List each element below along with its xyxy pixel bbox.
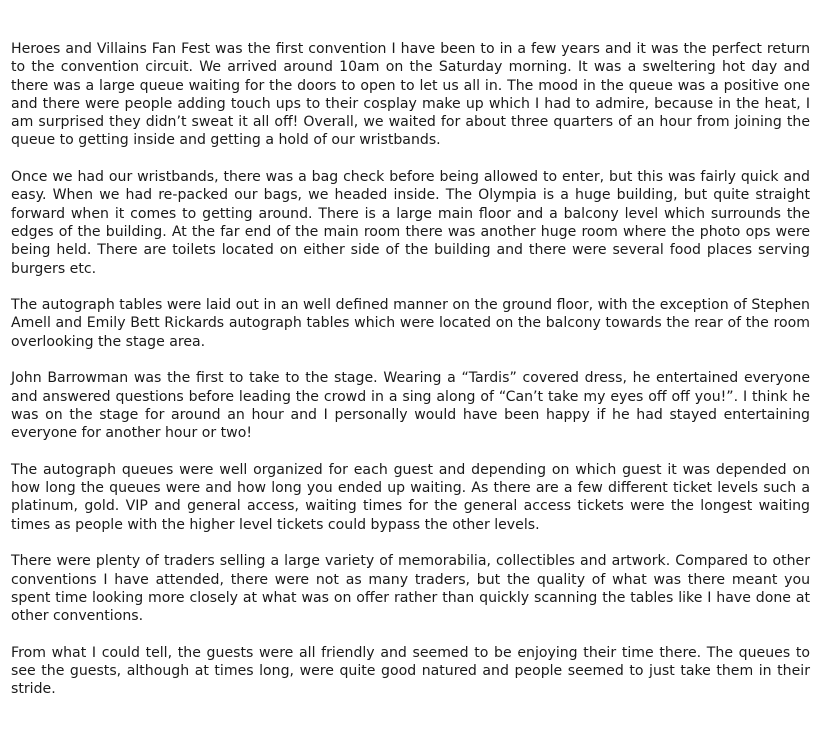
paragraph-venue: Once we had our wristbands, there was a bag check before being allowed to enter, but this was fairly quick and easy. When we had re-packed our bags, we headed inside. The Olympia is a huge building, but quite straight forward when it comes to getting around. There is a large main floor and a balcony level which surrounds the edges of the building. At the far end of the main room there was another huge room where the photo ops were being held. There are toilets located on either side of the building and there were several food places serving burgers etc.: [11, 169, 810, 277]
paragraph-arrival: Heroes and Villains Fan Fest was the first convention I have been to in a few years and it was the perfect return to the convention circuit. We arrived around 10am on the Saturday morning. It was a sweltering hot day and there was a large queue waiting for the doors to open to let us all in. The mood in the queue was a positive one and there were people adding touch ups to their cosplay make up which I had to admire, because in the heat, I am surprised they didn’t sweat it all off! Overall, we waited for about three quarters of an hour from joining the queue to getting inside and getting a hold of our wristbands.: [11, 41, 810, 149]
paragraph-john-barrowman: John Barrowman was the first to take to the stage. Wearing a “Tardis” covered dress, he entertained everyone and answered questions before leading the crowd in a sing along of “Can’t take my eyes off off you!”. I think he was on the stage for around an hour and I personally would have been happy if he had stayed entertaining everyone for another hour or two!: [11, 370, 810, 442]
paragraph-autograph-tables: The autograph tables were laid out in an well defined manner on the ground floor, with the exception of Stephen Amell and Emily Bett Rickards autograph tables which were located on the balcony towards the rear of the room overlooking the stage area.: [11, 297, 810, 350]
paragraph-traders: There were plenty of traders selling a large variety of memorabilia, collectibles and artwork. Compared to other conventions I have attended, there were not as many traders, but the quality of what was there meant you spent time looking more closely at what was on offer rather than quickly scanning the tables like I have done at other conventions.: [11, 553, 810, 625]
paragraph-autograph-queues: The autograph queues were well organized for each guest and depending on which guest it was depended on how long the queues were and how long you ended up waiting. As there are a few different ticket levels such a platinum, gold. VIP and general access, waiting times for the general access tickets were the longest waiting times as people with the higher level tickets could bypass the other levels.: [11, 461, 810, 533]
article-body: [11, 40, 810, 699]
paragraph-guests: From what I could tell, the guests were all friendly and seemed to be enjoying their time there. The queues to see the guests, although at times long, were quite good natured and people seemed to just take them in their stride.: [11, 644, 810, 698]
